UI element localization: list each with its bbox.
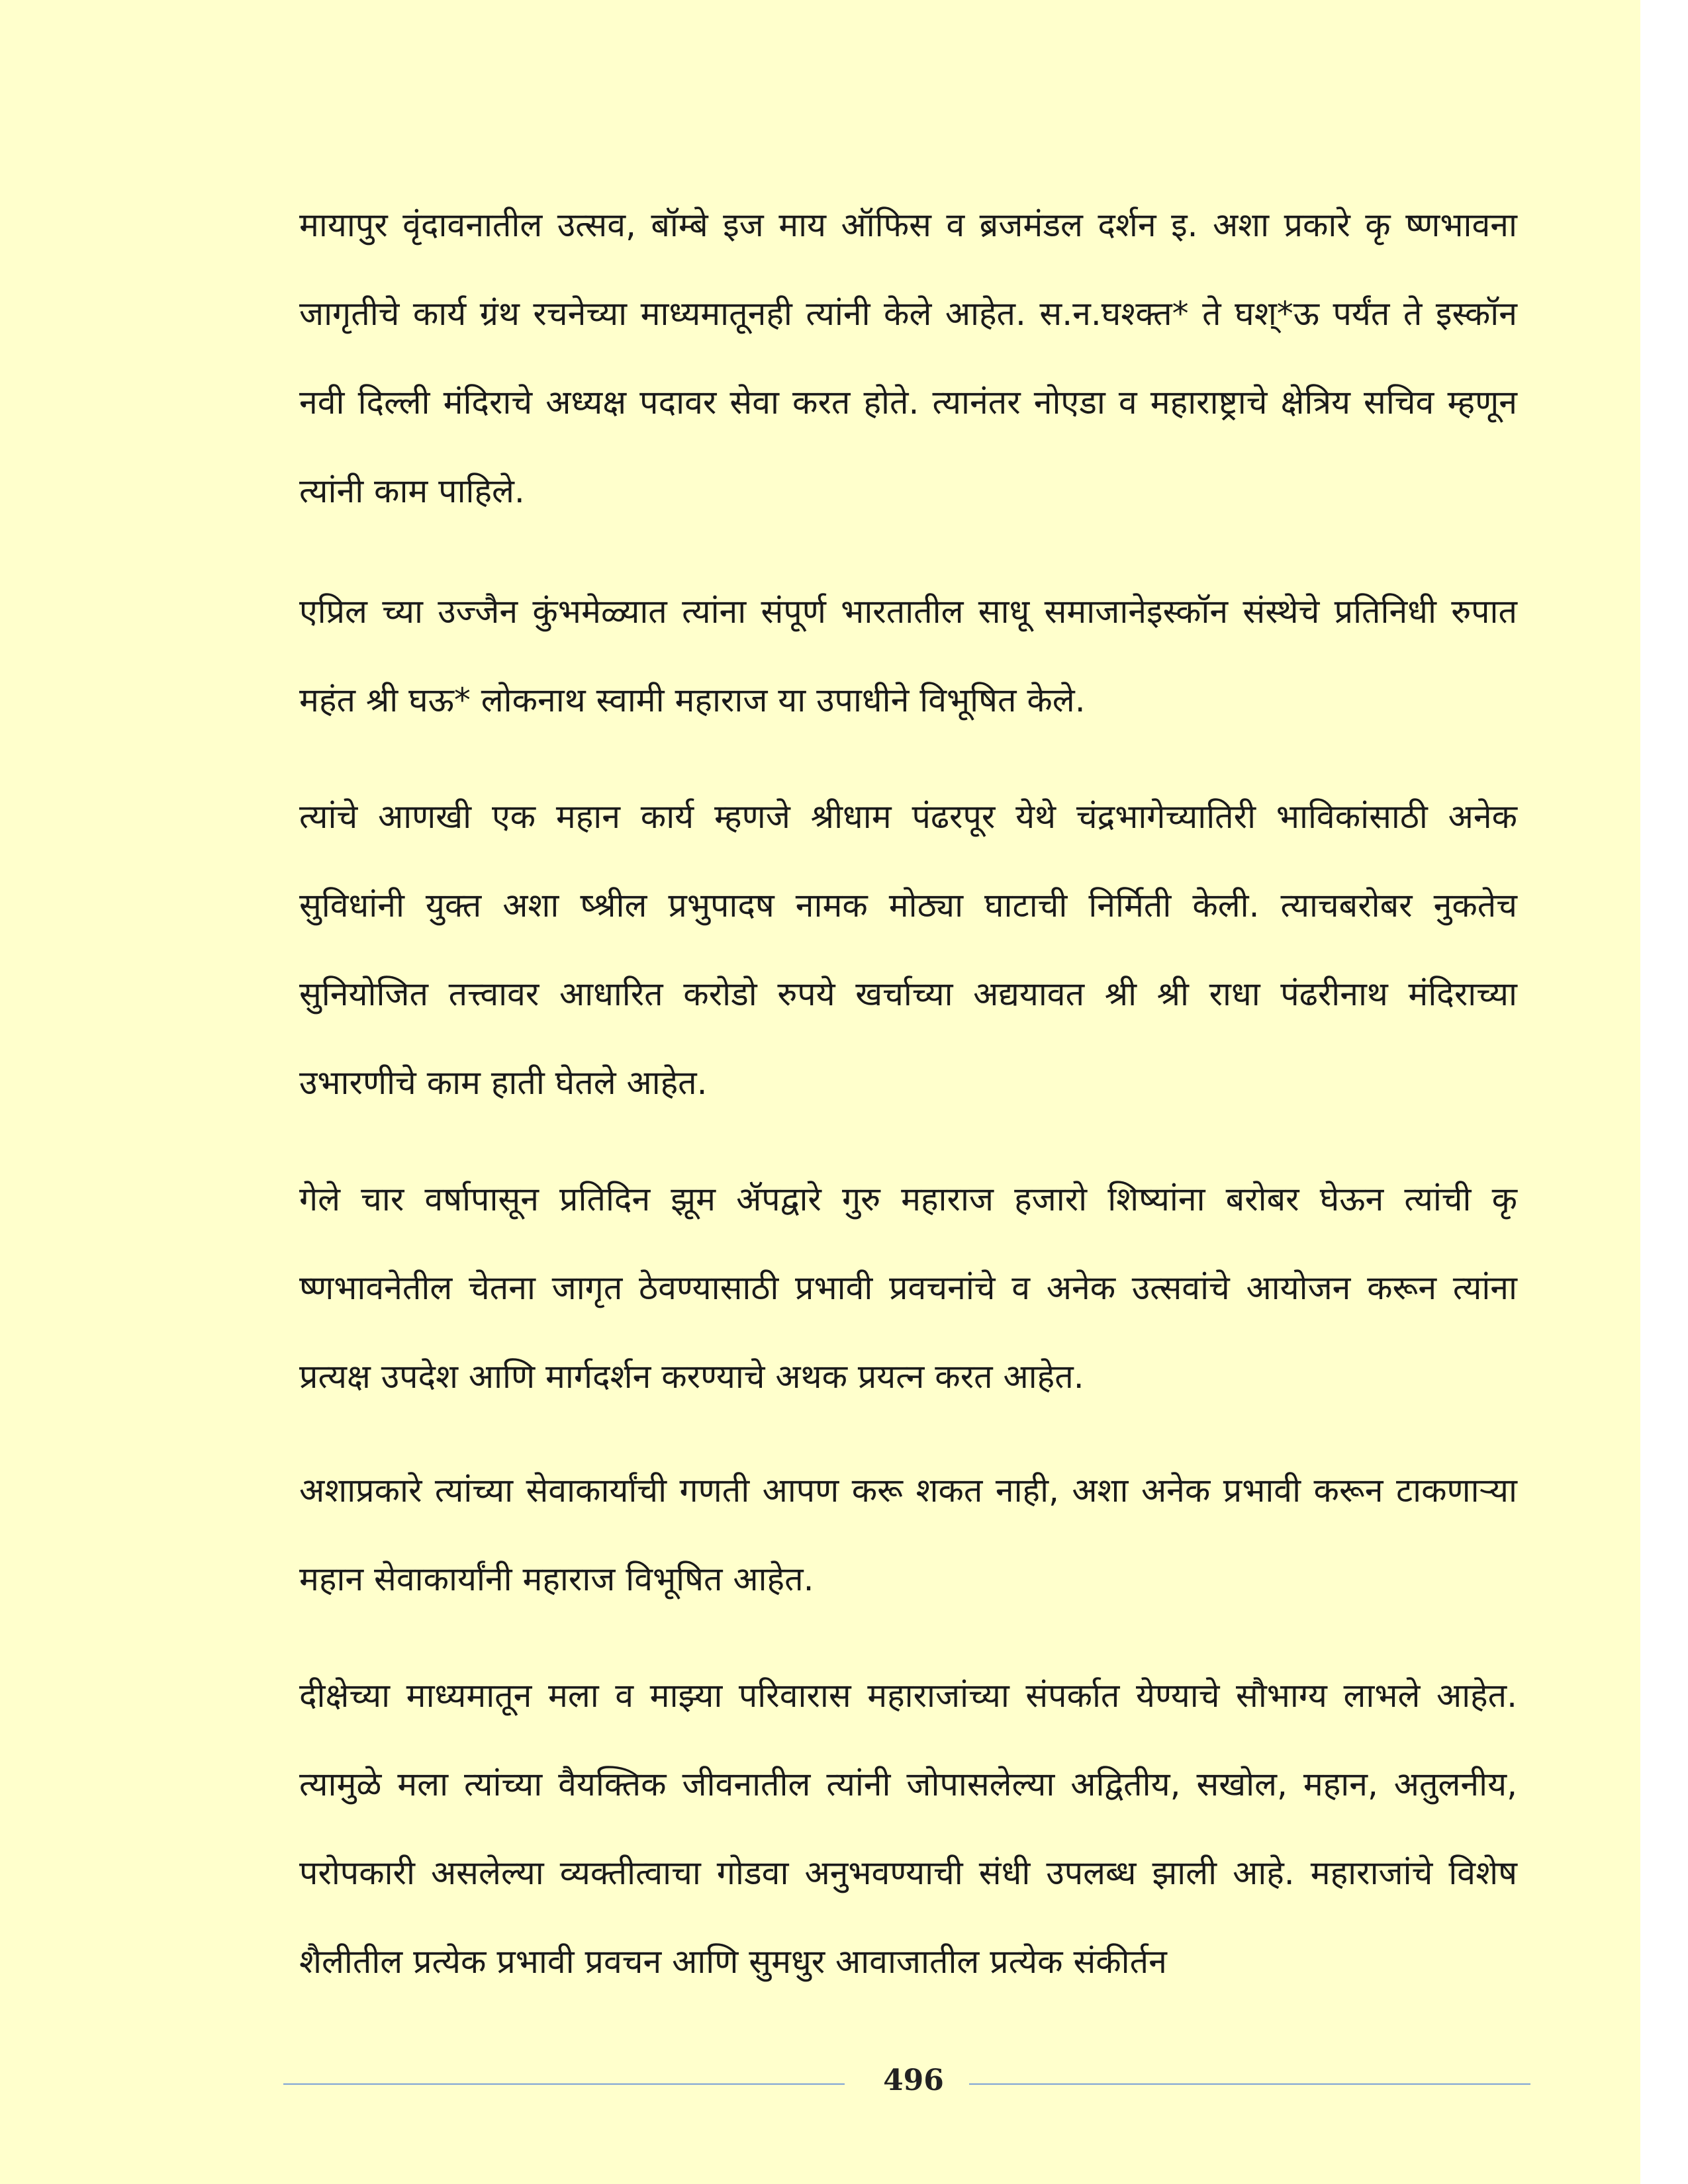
paragraph-4: गेले चार वर्षापासून प्रतिदिन झूम ॲपद्वारे गुरु महाराज हजारो शिष्यांना बरोबर घेऊन त्यांची कृ ष्णभावनेतील चेतना जागृत ठेवण्यासाठी प्रभावी प्रवचनांचे व अनेक उत्सवांचे आयोजन करून त्यांना प्रत्यक्ष उपदेश आणि मार्गदर्शन करण्याचे अथक प्रयत्न करत आहेत. [299, 1180, 1517, 1396]
paragraph-6: दीक्षेच्या माध्यमातून मला व माझ्या परिवारास महाराजांच्या संपर्कात येण्याचे सौभाग्य लाभले आहेत. त्यामुळे मला त्यांच्या वैयक्तिक जीवनातील त्यांनी जोपासलेल्या अद्वितीय, सखोल, महान, अतुलनीय, परोपकारी असलेल्या व्यक्तीत्वाचा गोडवा अनुभवण्याची संधी उपलब्ध झाली आहे. महाराजांचे विशेष शैलीतील प्रत्येक प्रभावी प्रवचन आणि सुमधुर आवाजातील प्रत्येक संकीर्तन [299, 1676, 1517, 1981]
paragraph-3: त्यांचे आणखी एक महान कार्य म्हणजे श्रीधाम पंढरपूर येथे चंद्रभागेच्यातिरी भाविकांसाठी अनेक सुविधांनी युक्त अशा ष्श्रील प्रभुपादष नामक मोठ्या घाटाची निर्मिती केली. त्याचबरोबर नुकतेच सुनियोजित तत्त्वावर आधारित करोडो रुपये खर्चाच्या अद्ययावत श्री श्री राधा पंढरीनाथ मंदिराच्या उभारणीचे काम हाती घेतले आहेत. [299, 797, 1517, 1102]
footer-rule-left [283, 2083, 845, 2085]
page-number: 496 [883, 2064, 944, 2097]
paragraph-5: अशाप्रकारे त्यांच्या सेवाकार्यांची गणती आपण करू शकत नाही, अशा अनेक प्रभावी करून टाकणाऱ्या महान सेवाकार्यांनी महाराज विभूषित आहेत. [299, 1471, 1517, 1598]
paragraph-1: मायापुर वृंदावनातील उत्सव, बॉम्बे इज माय ऑफिस व ब्रजमंडल दर्शन इ. अशा प्रकारे कृ ष्णभावना जागृतीचे कार्य ग्रंथ रचनेच्या माध्यमातूनही त्यांनी केले आहेत. स.न.घश्क्त* ते घश्*ऊ पर्यंत ते इस्कॉन नवी दिल्ली मंदिराचे अध्यक्ष पदावर सेवा करत होते. त्यानंतर नोएडा व महाराष्ट्राचे क्षेत्रिय सचिव म्हणून त्यांनी काम पाहिले. [299, 206, 1517, 510]
paragraph-2: एप्रिल च्या उज्जैन कुंभमेळ्यात त्यांना संपूर्ण भारतातील साधू समाजानेइस्कॉन संस्थेचे प्रतिनिधी रुपात महंत श्री घऊ* लोकनाथ स्वामी महाराज या उपाधीने विभूषित केले. [299, 592, 1517, 719]
footer-rule-right [969, 2083, 1530, 2085]
